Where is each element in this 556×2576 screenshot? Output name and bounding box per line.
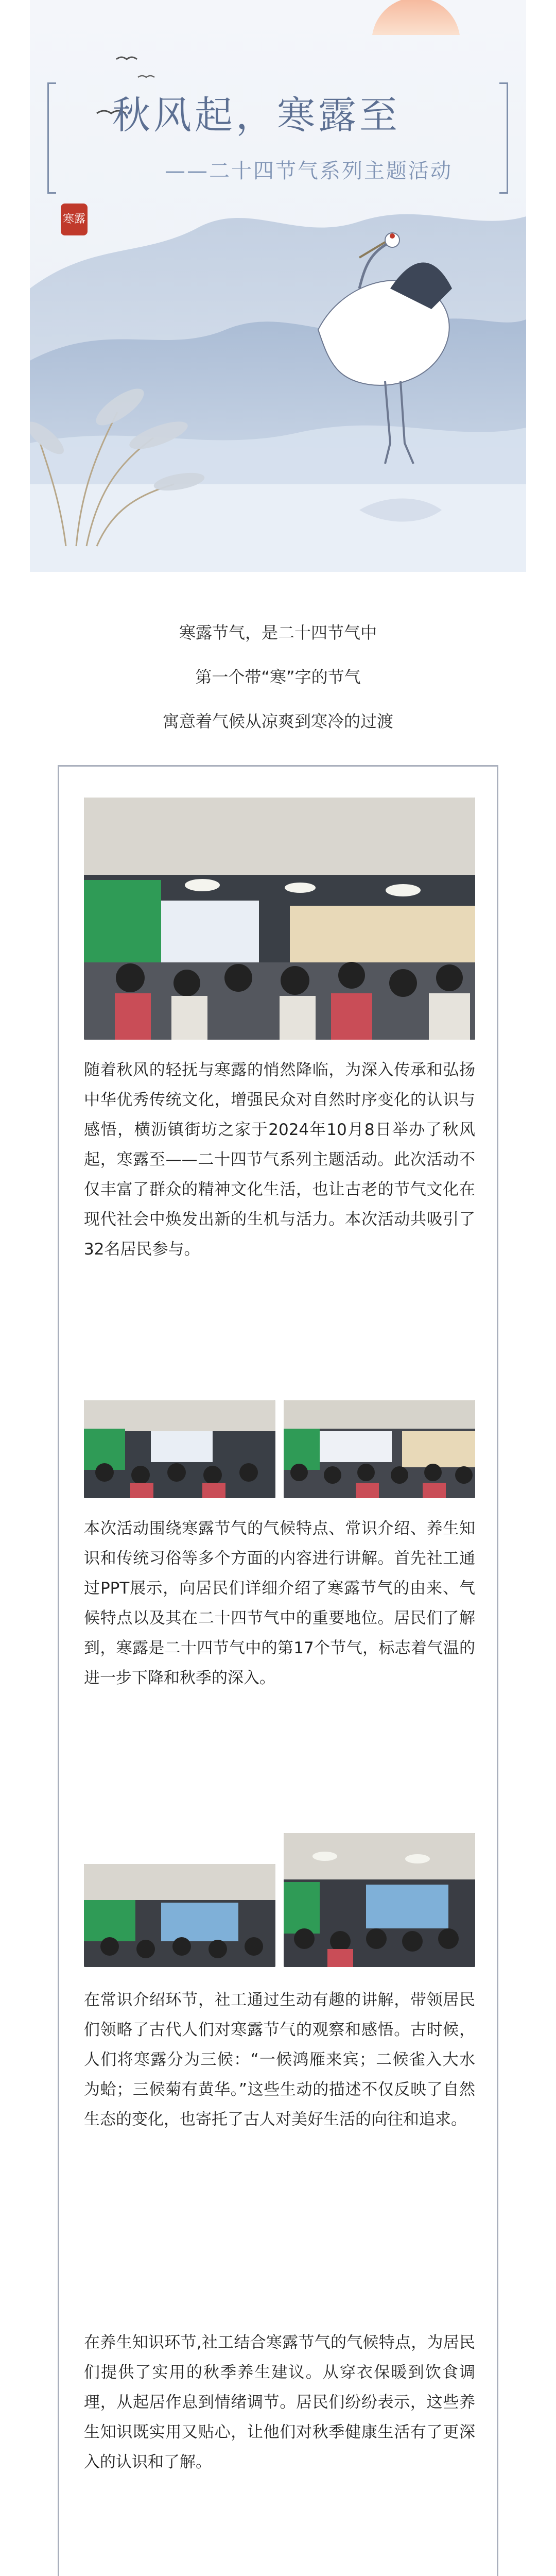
intro-line: 寒露节气，是二十四节气中 bbox=[179, 623, 377, 642]
sun-shape bbox=[372, 0, 460, 35]
article-paragraph: 随着秋风的轻抚与寒露的悄然降临，为深入传承和弘扬中华优秀传统文化，增强民众对自然时序变化的认识与感悟，横沥镇街坊之家于2024年10月8日举办了秋风起，寒露至——二十四节气系列主题活动。此次活动不仅丰富了群众的精神文化生活，也让古老的节气文化在现代社会中焕发出新的生机与活力。本次活动共吸引了32名居民参与。 bbox=[84, 1061, 475, 1259]
intro-text bbox=[0, 611, 556, 743]
photo-audience-right bbox=[284, 1400, 475, 1498]
photo-lecture-wide bbox=[84, 798, 475, 1040]
seal-stamp: 寒露 bbox=[61, 204, 88, 235]
intro-line: 第一个带“寒”字的节气 bbox=[195, 667, 361, 687]
article-card bbox=[58, 765, 498, 2576]
title-bracket-left bbox=[47, 82, 56, 194]
photo-slides-left bbox=[84, 1864, 275, 1967]
article-paragraph: 在常识介绍环节，社工通过生动有趣的讲解，带领居民们领略了古代人们对寒露节气的观察和感悟。古时候，人们将寒露分为三候：“一候鸿雁来宾；二候雀入大水为蛤；三候菊有黄华。”这些生动的描述不仅反映了自然生态的变化，也寄托了古人对美好生活的向往和追求。 bbox=[84, 1991, 475, 2129]
intro-line: 寓意着气候从凉爽到寒冷的过渡 bbox=[162, 711, 393, 731]
article-paragraph: 本次活动围绕寒露节气的气候特点、常识介绍、养生知识和传统习俗等多个方面的内容进行讲解。首先社工通过PPT展示，向居民们详细介绍了寒露节气的由来、气候特点以及其在二十四节气中的重要地位。居民们了解到，寒露是二十四节气中的第17个节气，标志着气温的进一步下降和秋季的深入。 bbox=[84, 1519, 475, 1687]
page-title: 秋风起，寒露至 bbox=[112, 93, 401, 138]
header-banner bbox=[30, 0, 526, 572]
title-bracket-right bbox=[499, 82, 508, 194]
photo-audience-left bbox=[84, 1400, 275, 1498]
article-paragraph: 在养生知识环节,社工结合寒露节气的气候特点，为居民们提供了实用的秋季养生建议。从穿衣保暖到饮食调理，从起居作息到情绪调节。居民们纷纷表示，这些养生知识既实用又贴心，让他们对秋季健康生活有了更深入的认识和了解。 bbox=[84, 2333, 475, 2471]
photo-slides-right bbox=[284, 1833, 475, 1967]
page-subtitle: ——二十四节气系列主题活动 bbox=[165, 159, 453, 183]
